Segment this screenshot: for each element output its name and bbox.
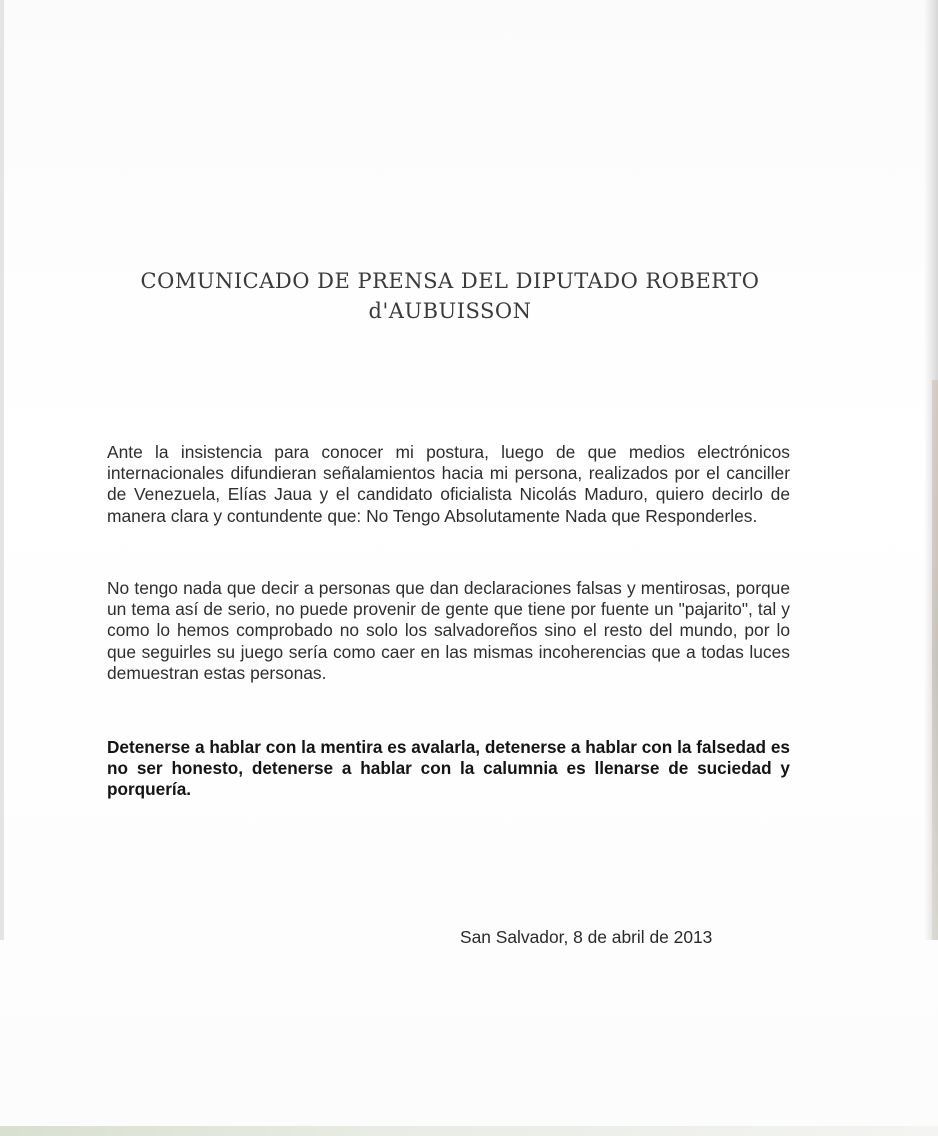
title-line-1: COMUNICADO DE PRENSA DEL DIPUTADO ROBERTO (140, 269, 760, 293)
paragraph-2: No tengo nada que decir a personas que dan declaraciones falsas y mentirosas, porque un tema así de serio, no puede provenir de gente que tiene por fuente un "pajarito", tal y como lo hemos comprobado no solo los salvadoreños sino el resto del mundo, por lo que seguirles su juego sería como caer en las mismas incoherencias que a todas luces demuestran estas personas. (107, 578, 790, 683)
title-line-2: d'AUBUISSON (368, 299, 532, 323)
paragraph-1: Ante la insistencia para conocer mi postura, luego de que medios electrónicos internacionales difundieran señalamientos hacia mi persona, realizados por el canciller de Venezuela, Elías Jaua y el candidato oficialista Nicolás Maduro, quiero decirlo de manera clara y contundente que: No Tengo Absolutamente Nada que Responderles. (107, 442, 790, 526)
page-left-edge (0, 0, 4, 940)
page-right-shadow (932, 380, 938, 940)
paragraph-3-bold: Detenerse a hablar con la mentira es avalarla, detenerse a hablar con la falsedad es no ser honesto, detenerse a hablar con la calumnia es llenarse de suciedad y porquería. (107, 737, 790, 800)
document-title (100, 266, 800, 326)
page-bottom-edge (0, 1126, 938, 1136)
place-and-date: San Salvador, 8 de abril de 2013 (460, 927, 713, 947)
